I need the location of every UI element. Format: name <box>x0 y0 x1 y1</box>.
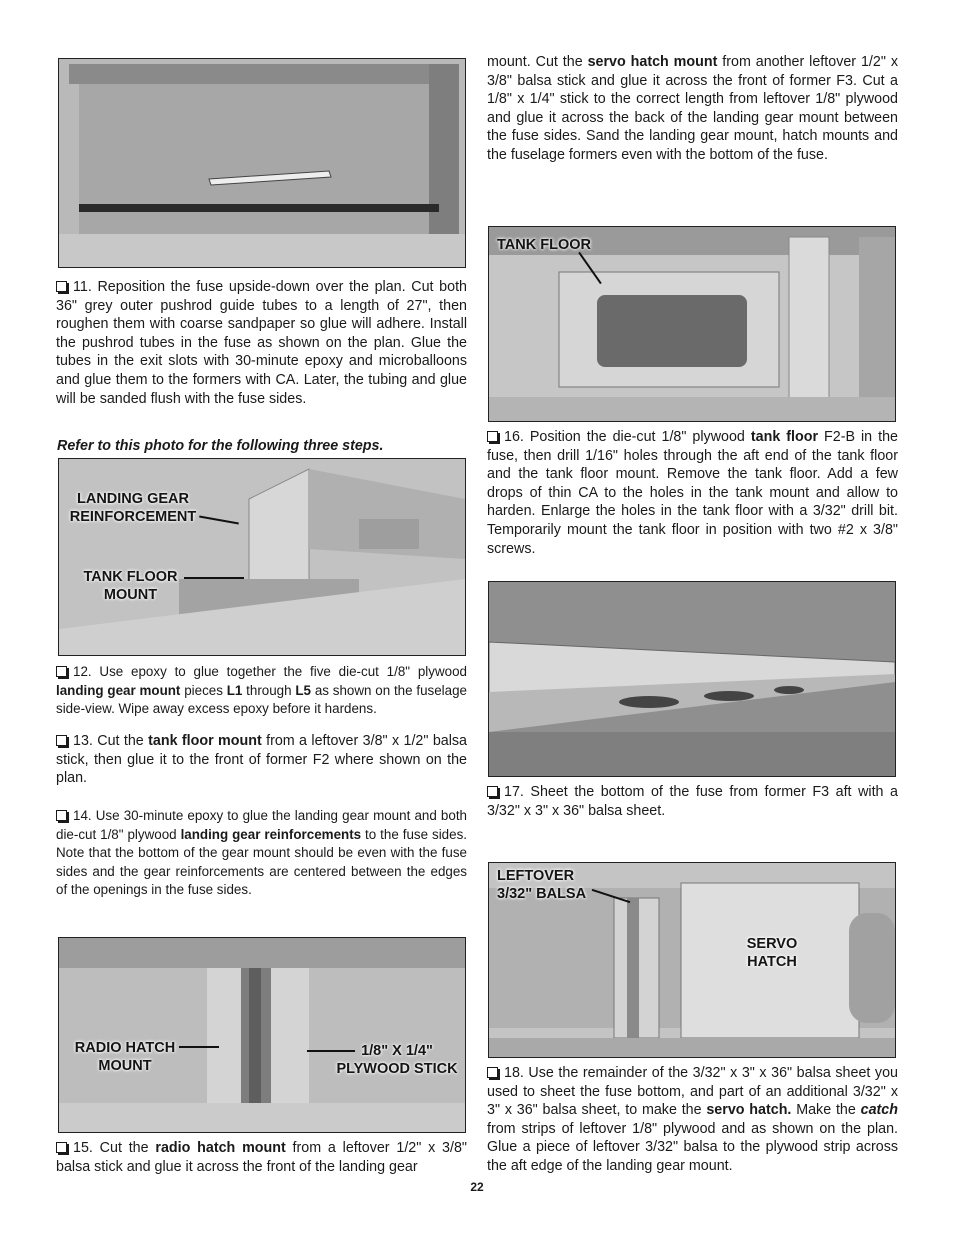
step-11-text: 11. Reposition the fuse upside-down over the plan. Cut both 36" grey outer pushrod guide tubes to a length of 27", then roughen them with coarse sandpaper so glue will adhere. Install the pushrod tubes in the fuse as shown on the plan. Glue the tubes in the exit slots with 30-minute epoxy and microballoons and glue them to the formers with CA. Later, the tubing and glue will be sanded flush with the fuse sides. <box>56 279 467 407</box>
step-12-checkbox[interactable] <box>56 666 67 677</box>
photo-radio-hatch-mount <box>58 937 466 1133</box>
callout-servo-hatch: SERVO HATCH <box>746 936 798 970</box>
step-15-checkbox[interactable] <box>56 1142 67 1153</box>
step-18-text: 18. Use the remainder of the 3/32" x 3" x 36" balsa sheet you used to sheet the fuse bottom, and part of an additional 3/32" x 3" x 36" balsa sheet, to make the servo hatch. Make the catch from strips of leftover 1/8" plywood and as shown on the plan. Glue a piece of leftover 3/32" balsa to the plywood strip across the aft edge of the landing gear mount. <box>487 1065 898 1174</box>
photo-fuse-bottom-illustration <box>489 582 895 776</box>
step-13-checkbox[interactable] <box>56 735 67 746</box>
photo-pushrod-illustration <box>59 59 465 267</box>
photo-landing-gear-illustration <box>59 459 465 655</box>
photo-reference-note: Refer to this photo for the following three steps. <box>57 438 384 454</box>
step-18-checkbox[interactable] <box>487 1067 498 1078</box>
page-number: 22 <box>470 1180 484 1194</box>
photo-fuse-bottom <box>488 581 896 777</box>
step-16-checkbox[interactable] <box>487 431 498 442</box>
step-14-text: 14. Use 30-minute epoxy to glue the landing gear mount and both die-cut 1/8" plywood landing gear reinforcements to the fuse sides. Note that the bottom of the gear mount should be even with the fuse sides and the gear reinforcements are centered between the edges of the openings in the fuse sides. <box>56 808 467 898</box>
callout-radio-hatch-mount: RADIO HATCH MOUNT <box>74 1040 176 1074</box>
step-13-text: 13. Cut the tank floor mount from a leftover 3/8" x 1/2" balsa stick, then glue it to the front of former F2 where shown on the plan. <box>56 733 467 787</box>
step-14-checkbox[interactable] <box>56 810 67 821</box>
photo-pushrod-fuse <box>58 58 466 268</box>
step-15-continued-text: mount. Cut the servo hatch mount from another leftover 1/2" x 3/8" balsa stick and glue it across the front of former F3. Cut a 1/8" x 1/4" stick to the correct length from leftover 1/8" plywood and glue it across the back of the landing gear mount between the fuse sides. Sand the landing gear mount, hatch mounts and the fuselage formers even with the bottom of the fuse. <box>487 54 898 163</box>
callout-leftover-balsa: LEFTOVER 3/32" BALSA <box>497 868 587 902</box>
step-11-checkbox[interactable] <box>56 281 67 292</box>
step-16-text: 16. Position the die-cut 1/8" plywood tank floor F2-B in the fuse, then drill 1/16" holes through the aft end of the tank floor and the tank floor mount. Remove the tank floor. Add a few drops of thin CA to the holes in the tank mount and allow to harden. Enlarge the holes in the tank floor with a 3/32" drill bit. Temporarily mount the tank floor in position with two #2 x 3/8" screws. <box>487 429 898 557</box>
callout-leader <box>179 1046 219 1048</box>
step-17-checkbox[interactable] <box>487 786 498 797</box>
step-17-text: 17. Sheet the bottom of the fuse from former F3 aft with a 3/32" x 3" x 36" balsa sheet. <box>487 784 898 819</box>
callout-tank-floor-mount: TANK FLOOR MOUNT <box>83 569 178 603</box>
photo-servo-hatch <box>488 862 896 1058</box>
photo-tank-floor-illustration <box>489 227 895 421</box>
step-15-text: 15. Cut the radio hatch mount from a leftover 1/2" x 3/8" balsa stick and glue it across the front of the landing gear <box>56 1140 468 1175</box>
photo-tank-floor <box>488 226 896 422</box>
callout-landing-gear-reinforcement: LANDING GEAR REINFORCEMENT <box>69 491 197 525</box>
callout-plywood-stick: 1/8" X 1/4" PLYWOOD STICK <box>336 1043 458 1077</box>
photo-radio-hatch-illustration <box>59 938 465 1132</box>
step-12-text: 12. Use epoxy to glue together the five die-cut 1/8" plywood landing gear mount pieces L1 through L5 as shown on the fuselage side-view. Wipe away excess epoxy before it hardens. <box>56 664 467 717</box>
callout-leader <box>184 577 244 579</box>
photo-landing-gear <box>58 458 466 656</box>
callout-tank-floor: TANK FLOOR <box>497 237 591 253</box>
